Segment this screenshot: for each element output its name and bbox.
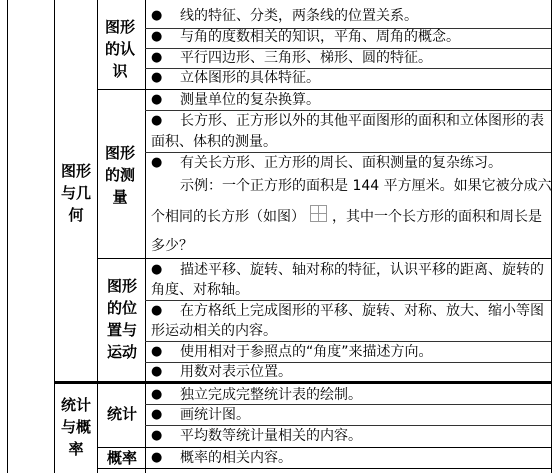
bullet: ● <box>151 8 163 23</box>
motion-item-2b: 形运动相关的内容。 <box>151 323 277 339</box>
bullet: ● <box>151 262 163 277</box>
motion-item-1b: 角度、对称轴。 <box>151 282 249 298</box>
bullet: ● <box>151 113 163 128</box>
grid-figure-icon <box>310 205 327 222</box>
recognition-item-2: 与角的度数相关的知识，平角、周角的概念。 <box>180 29 460 45</box>
stats-item-3: 平均数等统计量相关的内容。 <box>180 428 362 444</box>
motion-item-2a: 在方格纸上完成图形的平移、旋转、对称、放大、缩小等图 <box>180 303 544 319</box>
probability-item-1: 概率的相关内容。 <box>180 450 292 466</box>
category-statistics: 统计与概率 <box>60 396 91 458</box>
measurement-item-3: 有关长方形、正方形的周长、面积测量的复杂练习。 <box>180 155 502 171</box>
stats-item-1: 独立完成完整统计表的绘制。 <box>180 387 362 403</box>
measurement-item-2a: 长方形、正方形以外的其他平面图形的面积和立体图形的表 <box>180 113 544 129</box>
category-geometry: 图形与几何 <box>60 162 91 224</box>
bullet: ● <box>151 92 163 107</box>
bullet: ● <box>151 50 163 65</box>
label-recognition: 图形的认识 <box>104 18 135 80</box>
bullet: ● <box>151 407 163 422</box>
stats-item-2: 画统计图。 <box>180 407 250 423</box>
measurement-example-line3: 多少？ <box>151 238 193 254</box>
measurement-item-1: 测量单位的复杂换算。 <box>180 92 320 108</box>
measurement-example-line2a: 个相同的长方形（如图） <box>151 209 305 225</box>
bullet: ● <box>151 428 163 443</box>
bullet: ● <box>151 387 163 402</box>
recognition-item-4: 立体图形的具体特征。 <box>180 70 320 86</box>
motion-item-3: 使用相对于参照点的“角度”来描述方向。 <box>180 344 433 360</box>
measurement-item-2b: 面积、体积的测量。 <box>151 134 277 150</box>
label-motion: 图形的位置与运动 <box>106 277 137 361</box>
recognition-item-1: 线的特征、分类，两条线的位置关系。 <box>180 8 418 24</box>
bullet: ● <box>151 450 163 465</box>
bullet: ● <box>151 70 163 85</box>
bullet: ● <box>151 29 163 44</box>
measurement-example-line2b: ，其中一个长方形的面积和周长是 <box>332 209 542 225</box>
measurement-example-line1: 示例：一个正方形的面积是 144 平方厘米。如果它被分成六 <box>180 178 552 194</box>
bullet: ● <box>151 303 163 318</box>
label-measurement: 图形的测量 <box>104 144 135 206</box>
motion-item-4: 用数对表示位置。 <box>180 364 292 380</box>
bullet: ● <box>151 364 163 379</box>
motion-item-1a: 描述平移、旋转、轴对称的特征，认识平移的距离、旋转的 <box>180 262 544 278</box>
bullet: ● <box>151 155 163 170</box>
label-probability: 概率 <box>106 449 137 467</box>
label-stats: 统计 <box>106 405 137 423</box>
recognition-item-3: 平行四边形、三角形、梯形、圆的特征。 <box>180 50 432 66</box>
bullet: ● <box>151 344 163 359</box>
